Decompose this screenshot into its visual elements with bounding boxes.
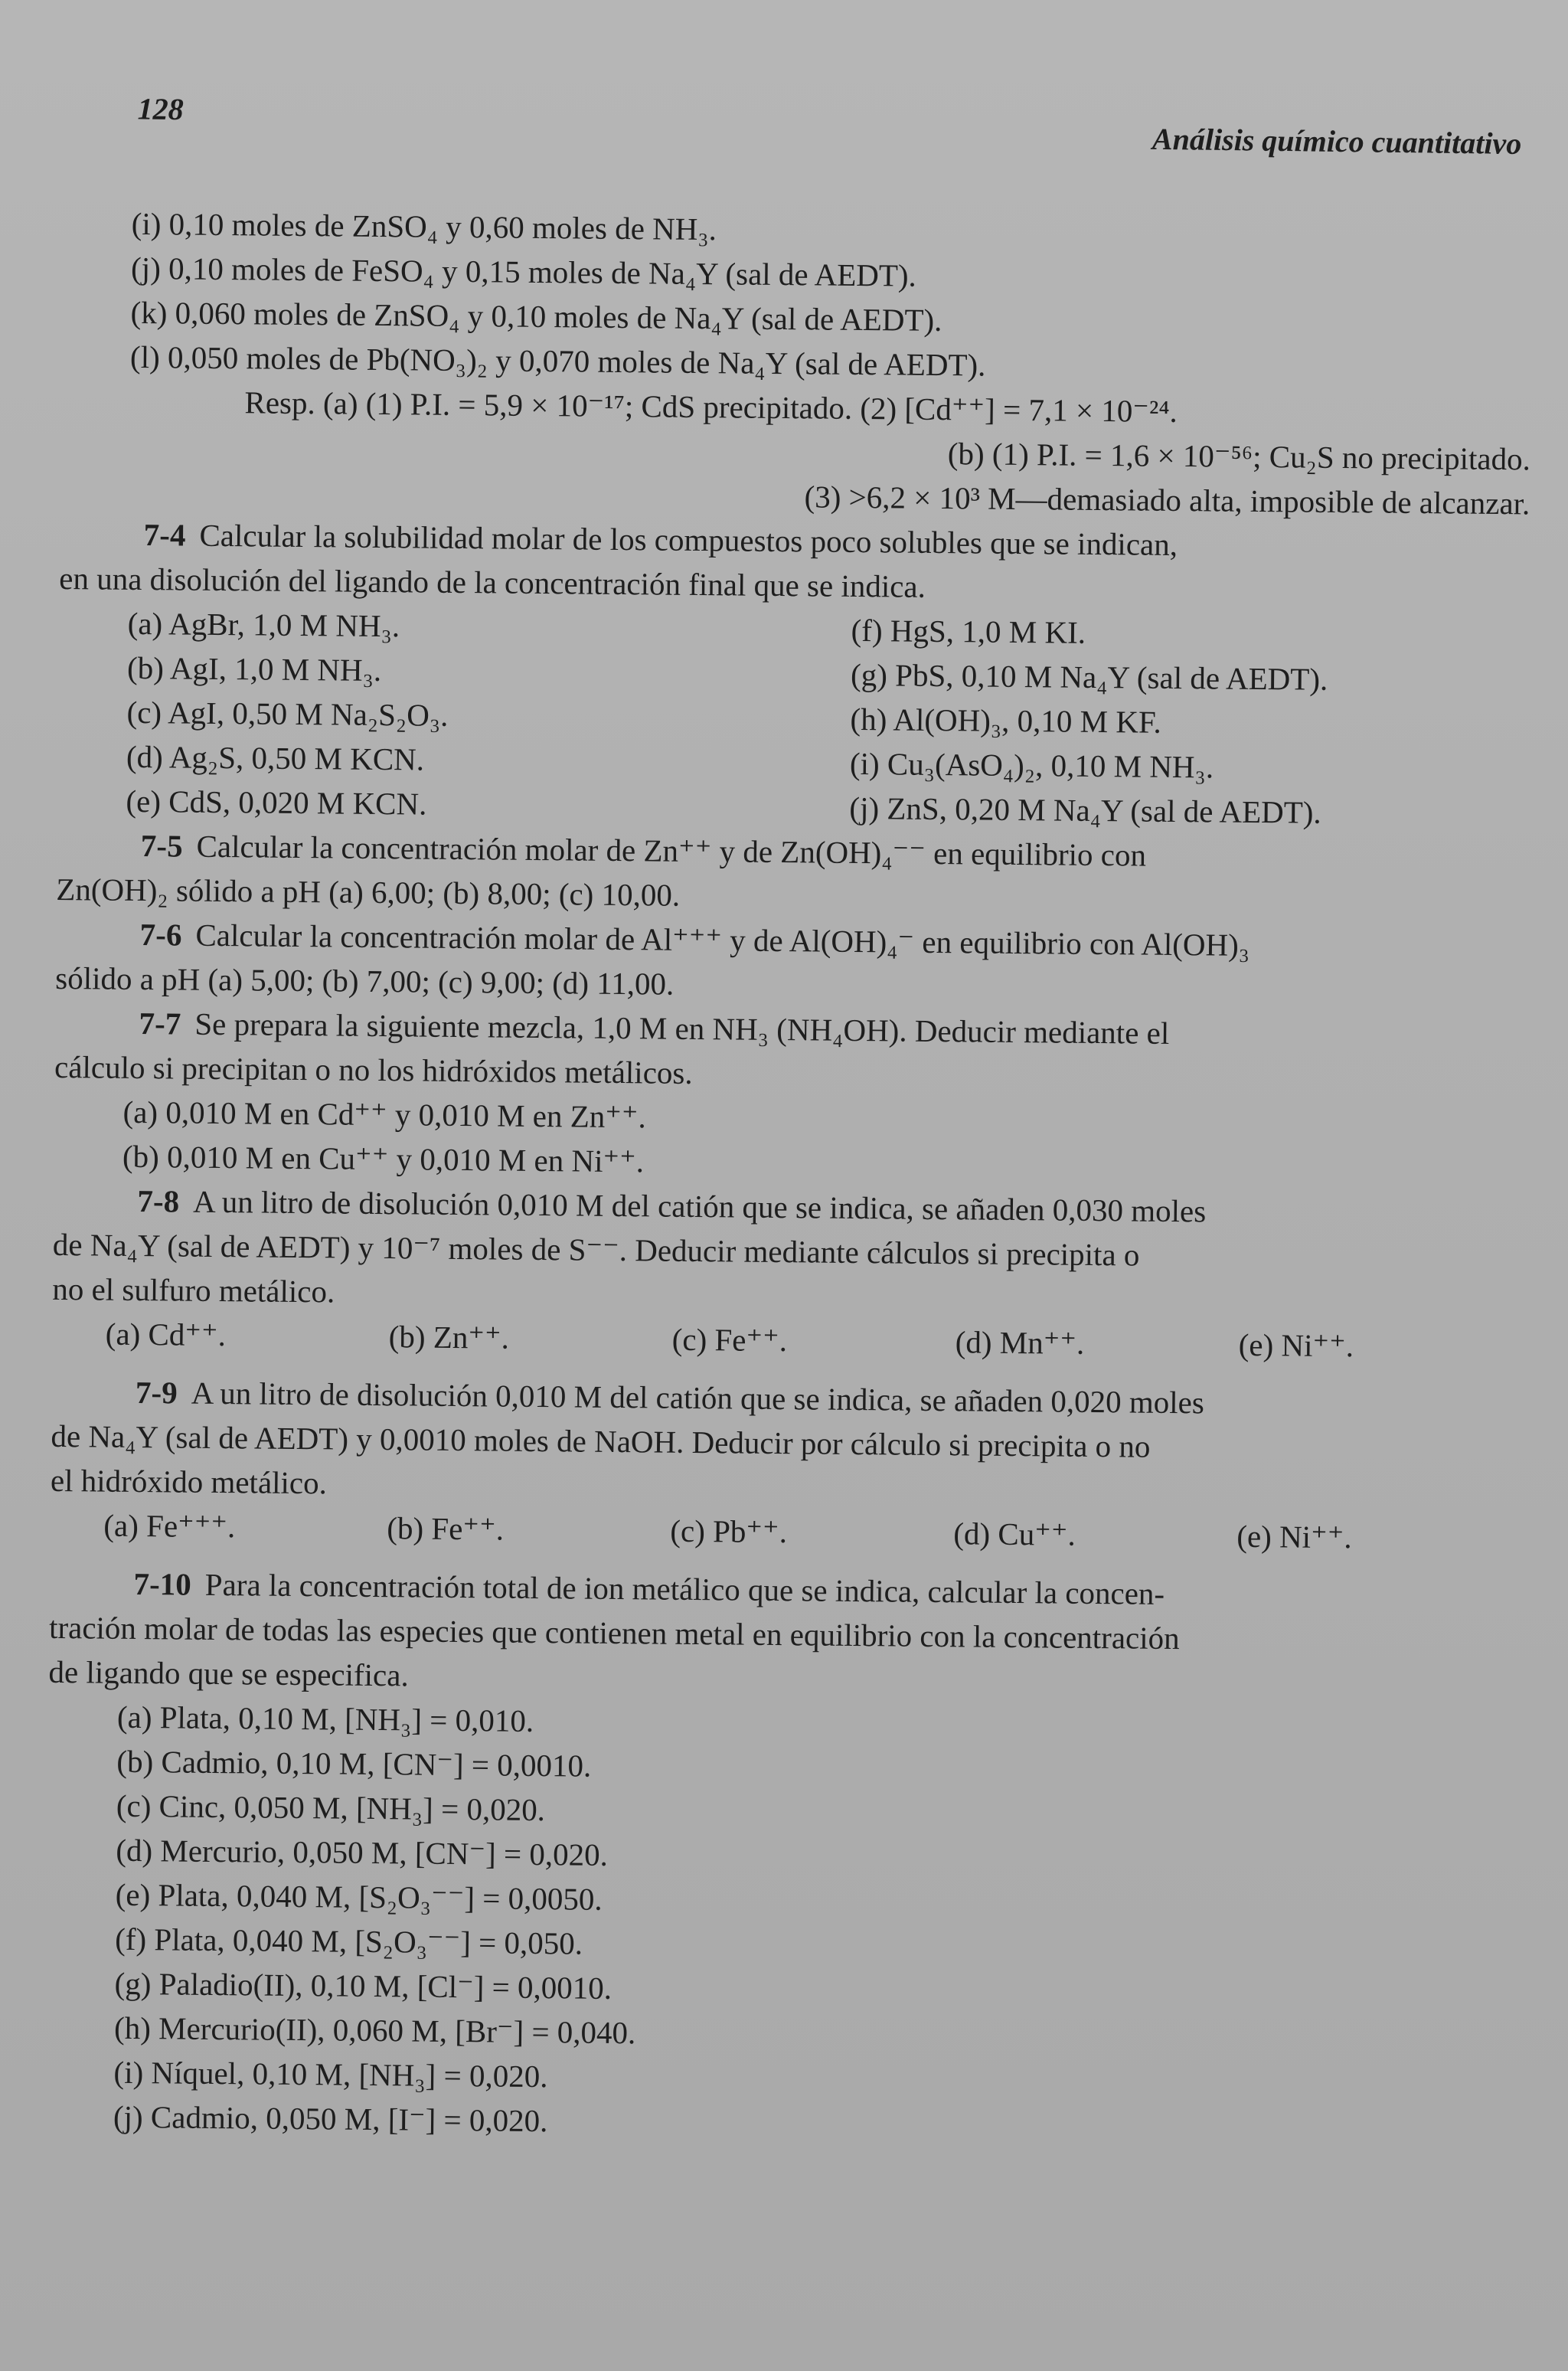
list-item: (c) Pb⁺⁺. — [670, 1513, 788, 1550]
list-item: (i) Níquel, 0,10 M, [NH₃] = 0,020. — [113, 2054, 548, 2095]
list-item: (e) CdS, 0,020 M KCN. — [126, 783, 427, 822]
list-item: (f) Plata, 0,040 M, [S₂O₃⁻⁻] = 0,050. — [114, 1921, 583, 1961]
problem-number: 7-5 — [140, 828, 183, 864]
problem-7-6 — [55, 911, 1526, 1014]
list-item: (d) Mercurio, 0,050 M, [CN⁻] = 0,020. — [116, 1832, 609, 1872]
problem-text: Para la concentración total de ion metálico que se indica, calcular la concen- — [204, 1566, 1165, 1611]
list-item: (c) Fe⁺⁺. — [671, 1321, 788, 1359]
list-item: (g) PbS, 0,10 M Na₄Y (sal de AEDT). — [850, 656, 1328, 697]
problem-7-10 — [44, 1561, 1520, 2152]
problem-text: el hidróxido metálico. — [50, 1462, 328, 1501]
page-number: 128 — [137, 91, 184, 127]
problem-text: no el sulfuro metálico. — [52, 1271, 335, 1310]
problem-text: sólido a pH (a) 5,00; (b) 7,00; (c) 9,00; (d) 11,00. — [55, 960, 675, 1002]
problem-number: 7-7 — [139, 1006, 181, 1042]
list-item: (a) Cd⁺⁺. — [105, 1316, 227, 1353]
problem-text: cálculo si precipitan o no los hidróxidos metálicos. — [54, 1048, 693, 1091]
list-item: (a) AgBr, 1,0 M NH₃. — [127, 605, 400, 644]
problem-7-5 — [56, 822, 1527, 925]
list-item: (k) 0,060 moles de ZnSO₄ y 0,10 moles de Na₄Y (sal de AEDT). — [130, 294, 942, 338]
list-item: (b) AgI, 1,0 M NH₃. — [126, 649, 382, 688]
running-title: Análisis químico cuantitativo — [1152, 121, 1522, 162]
problem-number: 7-4 — [143, 517, 186, 553]
problem-number: 7-8 — [137, 1182, 180, 1219]
answers — [60, 378, 1531, 525]
answer-line: (3) >6,2 × 10³ M—demasiado alta, imposible de alcanzar. — [804, 479, 1530, 522]
problem-text: de Na₄Y (sal de AEDT) y 10⁻⁷ moles de S⁻⁻. Deducir mediante cálculos si precipita o — [52, 1226, 1140, 1273]
problem-text: Calcular la concentración molar de Zn⁺⁺ y de Zn(OH)₄⁻⁻ en equilibrio con — [196, 828, 1147, 873]
list-item: (e) Ni⁺⁺. — [1236, 1518, 1352, 1555]
list-item: (d) Ag₂S, 0,50 M KCN. — [126, 738, 425, 777]
list-item: (c) AgI, 0,50 M Na₂S₂O₃. — [126, 694, 449, 733]
problem-text: A un litro de disolución 0,010 M del catión que se indica, se añaden 0,030 moles — [192, 1183, 1207, 1229]
problem-7-9 — [50, 1369, 1521, 1575]
list-item: (j) 0,10 moles de FeSO₄ y 0,15 moles de Na₄Y (sal de AEDT). — [130, 250, 917, 293]
page-body — [44, 201, 1533, 2152]
answer-line: (b) (1) P.I. = 1,6 × 10⁻⁵⁶; Cu₂S no precipitado. — [947, 436, 1531, 477]
list-item: (a) 0,010 M en Cd⁺⁺ y 0,010 M en Zn⁺⁺. — [122, 1094, 647, 1135]
problem-7-8 — [51, 1178, 1523, 1383]
list-item: (d) Cu⁺⁺. — [953, 1516, 1076, 1552]
problem-number: 7-9 — [135, 1374, 178, 1411]
problem-7-7 — [54, 1000, 1525, 1192]
list-item: (j) Cadmio, 0,050 M, [I⁻] = 0,020. — [113, 2098, 548, 2139]
list-item: (i) 0,10 moles de ZnSO₄ y 0,60 moles de NH₃. — [131, 205, 717, 247]
problem-number: 7-10 — [133, 1565, 192, 1602]
problem-text: Calcular la solubilidad molar de los compuestos poco solubles que se indican, — [199, 517, 1178, 562]
list-item: (d) Mn⁺⁺. — [955, 1324, 1085, 1361]
list-item: (g) Paladio(II), 0,10 M, [Cl⁻] = 0,0010. — [114, 1965, 612, 2006]
page-header — [114, 90, 1522, 178]
list-item: (l) 0,050 moles de Pb(NO₃)₂ y 0,070 moles de Na₄Y (sal de AEDT). — [129, 338, 986, 383]
answer-line: Resp. (a) (1) P.I. = 5,9 × 10⁻¹⁷; CdS precipitado. (2) [Cd⁺⁺] = 7,1 × 10⁻²⁴. — [244, 384, 1178, 429]
problem-text: A un litro de disolución 0,010 M del catión que se indica, se añaden 0,020 moles — [191, 1375, 1205, 1421]
list-item: (b) Cadmio, 0,10 M, [CN⁻] = 0,0010. — [116, 1743, 592, 1784]
list-item: (a) Fe⁺⁺⁺. — [103, 1507, 236, 1545]
list-item: (a) Plata, 0,10 M, [NH₃] = 0,010. — [116, 1699, 534, 1738]
list-item: (j) ZnS, 0,20 M Na₄Y (sal de AEDT). — [849, 790, 1321, 830]
list-item: (b) Zn⁺⁺. — [388, 1319, 510, 1356]
list-item: (b) Fe⁺⁺. — [387, 1510, 505, 1547]
list-item: (b) 0,010 M en Cu⁺⁺ y 0,010 M en Ni⁺⁺. — [122, 1138, 645, 1179]
problem-number: 7-6 — [139, 917, 182, 953]
problem-text: Se prepara la siguiente mezcla, 1,0 M en NH₃ (NH₄OH). Deducir mediante el — [194, 1006, 1170, 1051]
previous-problem-items — [61, 201, 1533, 392]
list-item: (e) Plata, 0,040 M, [S₂O₃⁻⁻] = 0,0050. — [115, 1876, 603, 1917]
list-item: (i) Cu₃(AsO₄)₂, 0,10 M NH₃. — [849, 745, 1214, 785]
problem-text: en una disolución del ligando de la concentración final que se indica. — [59, 560, 926, 604]
problem-text: de Na₄Y (sal de AEDT) y 0,0010 moles de NaOH. Deducir por cálculo si precipita o no — [51, 1418, 1151, 1464]
list-item: (h) Mercurio(II), 0,060 M, [Br⁻] = 0,040. — [113, 2010, 636, 2051]
problem-items — [57, 600, 1529, 836]
problem-text: Calcular la concentración molar de Al⁺⁺⁺ y de Al(OH)₄⁻ en equilibrio con Al(OH)₃ — [195, 917, 1250, 963]
problem-text: de ligando que se especifica. — [48, 1653, 409, 1693]
problem-text: Zn(OH)₂ sólido a pH (a) 6,00; (b) 8,00; (c) 10,00. — [56, 871, 681, 913]
problem-7-4 — [57, 512, 1530, 836]
list-item: (c) Cinc, 0,050 M, [NH₃] = 0,020. — [116, 1787, 546, 1828]
list-item: (e) Ni⁺⁺. — [1238, 1326, 1354, 1364]
list-item: (h) Al(OH)₃, 0,10 M KF. — [850, 701, 1161, 740]
list-item: (f) HgS, 1,0 M KI. — [851, 612, 1086, 650]
problem-text: tración molar de todas las especies que contienen metal en equilibrio con la concentración — [48, 1609, 1180, 1656]
